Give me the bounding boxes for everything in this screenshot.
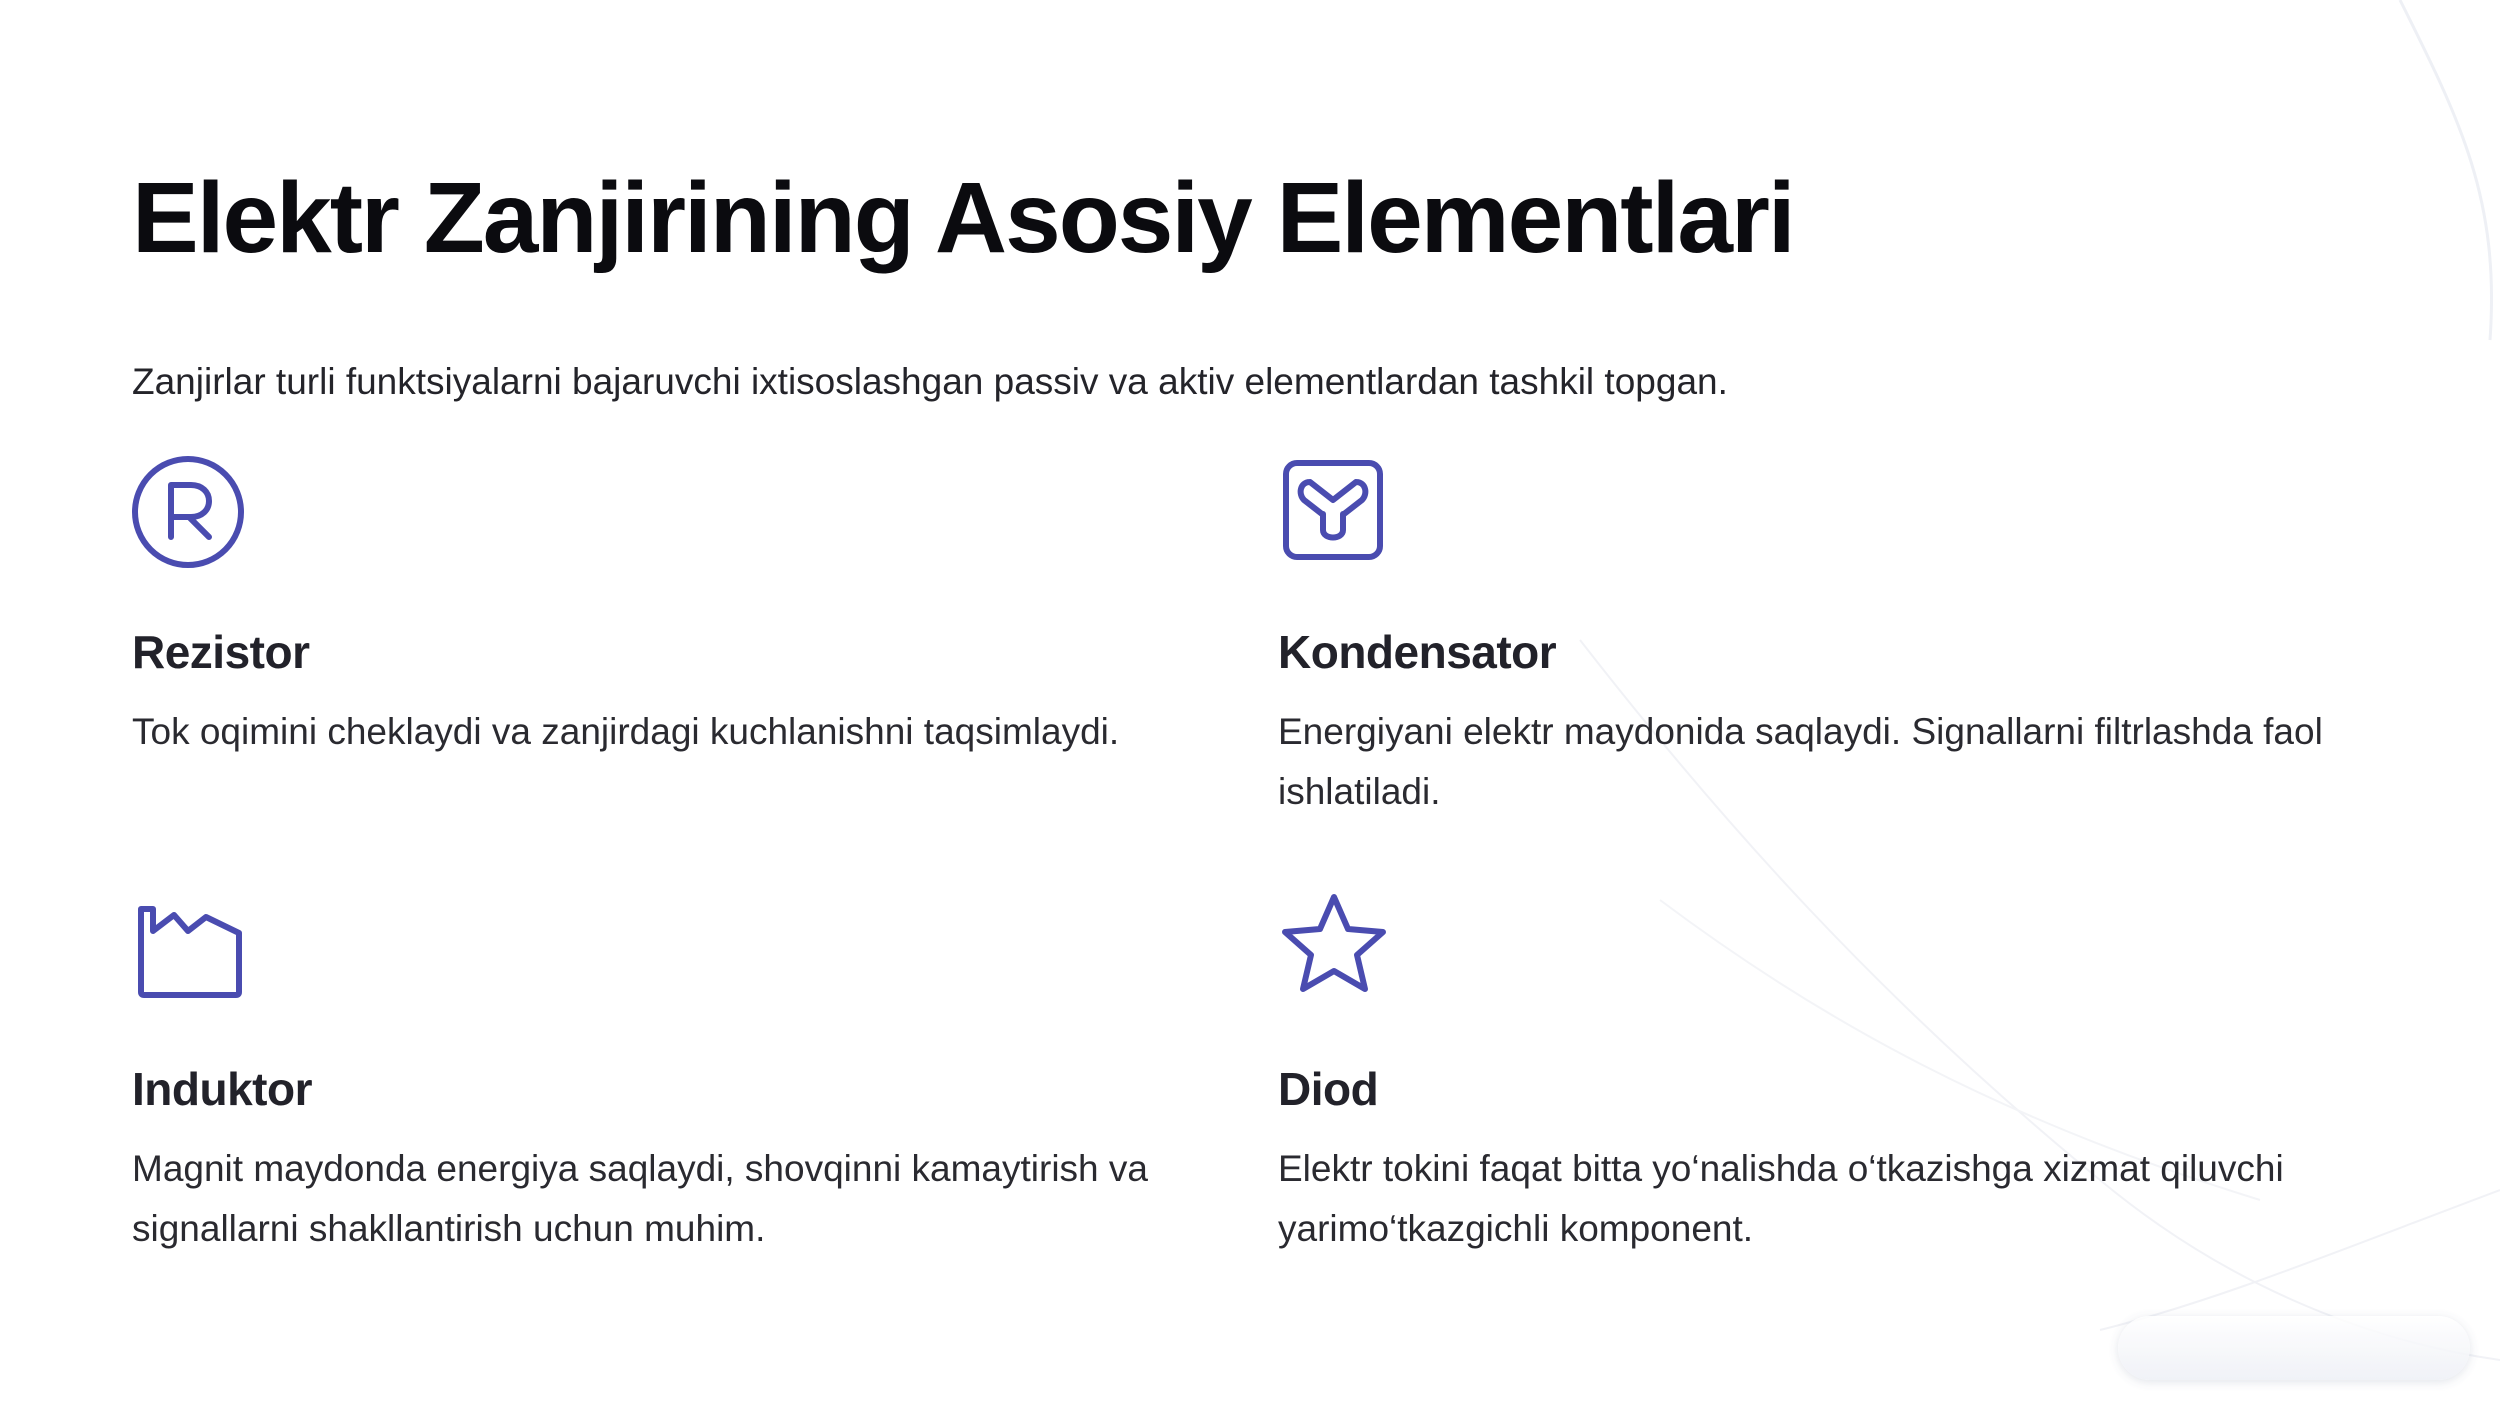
factory-icon — [132, 889, 252, 1009]
watermark-badge[interactable] — [2118, 1316, 2470, 1380]
star-icon — [1278, 889, 1398, 1009]
page-subtitle: Zanjirlar turli funktsiyalarni bajaruvchi ixtisoslashgan passiv va aktiv elementlardan tashkil topgan. — [132, 361, 1728, 402]
card-title: Diod — [1278, 1063, 1379, 1115]
card-description: Energiyani elektr maydonida saqlaydi. Signallarni filtrlashda faol ishlatiladi. — [1278, 711, 2323, 812]
card-description: Elektr tokini faqat bitta yo‘nalishda o‘tkazishga xizmat qiluvchi yarimo‘tkazgichli komponent. — [1278, 1148, 2284, 1249]
card-title: Rezistor — [132, 626, 310, 678]
card-title: Induktor — [132, 1063, 312, 1115]
component-box-icon — [1278, 452, 1398, 572]
page-title: Elektr Zanjirining Asosiy Elementlari — [132, 162, 1794, 274]
card-title: Kondensator — [1278, 626, 1557, 678]
card-description: Magnit maydonda energiya saqlaydi, shovqinni kamaytirish va signallarni shakllantirish uchun muhim. — [132, 1148, 1148, 1249]
registered-r-icon — [132, 452, 252, 572]
card-description: Tok oqimini cheklaydi va zanjirdagi kuchlanishni taqsimlaydi. — [132, 711, 1120, 752]
